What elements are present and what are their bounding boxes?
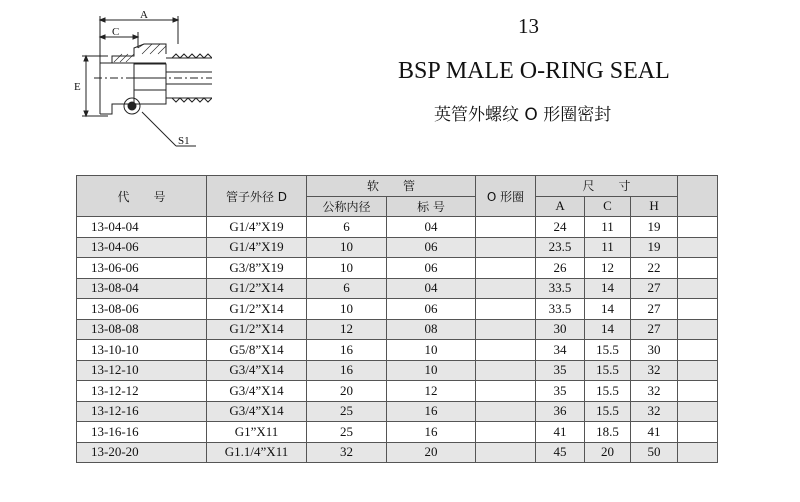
header-h: H bbox=[631, 196, 678, 217]
cell-c: 15.5 bbox=[585, 360, 631, 381]
cell-code: 13-12-12 bbox=[77, 381, 207, 402]
cell-c: 20 bbox=[585, 442, 631, 463]
cell-pipe-od: G1/2”X14 bbox=[207, 319, 307, 340]
header-hose-mark: 标 号 bbox=[387, 196, 476, 217]
cell-c: 18.5 bbox=[585, 422, 631, 443]
cell-extra bbox=[678, 381, 718, 402]
cell-c: 15.5 bbox=[585, 340, 631, 361]
cell-h: 27 bbox=[631, 319, 678, 340]
fitting-drawing bbox=[72, 8, 212, 156]
cell-o-ring bbox=[476, 340, 536, 361]
cell-hose-mark: 06 bbox=[387, 258, 476, 279]
table-row bbox=[77, 401, 718, 422]
cell-nominal-id: 25 bbox=[307, 401, 387, 422]
cell-extra bbox=[678, 217, 718, 238]
cell-h: 19 bbox=[631, 217, 678, 238]
cell-o-ring bbox=[476, 442, 536, 463]
cell-nominal-id: 6 bbox=[307, 217, 387, 238]
cell-hose-mark: 06 bbox=[387, 237, 476, 258]
dim-s1-label: S1 bbox=[178, 135, 190, 147]
cell-o-ring bbox=[476, 258, 536, 279]
cell-o-ring bbox=[476, 422, 536, 443]
cell-nominal-id: 25 bbox=[307, 422, 387, 443]
cell-code: 13-20-20 bbox=[77, 442, 207, 463]
cell-nominal-id: 20 bbox=[307, 381, 387, 402]
cell-a: 24 bbox=[536, 217, 585, 238]
cell-extra bbox=[678, 360, 718, 381]
cell-extra bbox=[678, 299, 718, 320]
cell-nominal-id: 16 bbox=[307, 360, 387, 381]
table-row bbox=[77, 258, 718, 279]
cell-a: 45 bbox=[536, 442, 585, 463]
cell-extra bbox=[678, 237, 718, 258]
cell-code: 13-06-06 bbox=[77, 258, 207, 279]
table-row bbox=[77, 360, 718, 381]
cell-nominal-id: 16 bbox=[307, 340, 387, 361]
cell-nominal-id: 12 bbox=[307, 319, 387, 340]
table-row bbox=[77, 217, 718, 238]
cell-hose-mark: 06 bbox=[387, 299, 476, 320]
cell-extra bbox=[678, 442, 718, 463]
table-row bbox=[77, 278, 718, 299]
cell-h: 22 bbox=[631, 258, 678, 279]
cell-pipe-od: G1/4”X19 bbox=[207, 237, 307, 258]
cell-o-ring bbox=[476, 217, 536, 238]
cell-o-ring bbox=[476, 319, 536, 340]
page-number: 13 bbox=[518, 14, 539, 38]
cell-o-ring bbox=[476, 360, 536, 381]
cell-code: 13-08-04 bbox=[77, 278, 207, 299]
header-a: A bbox=[536, 196, 585, 217]
table-row bbox=[77, 381, 718, 402]
cell-a: 35 bbox=[536, 381, 585, 402]
cell-h: 32 bbox=[631, 401, 678, 422]
cell-nominal-id: 10 bbox=[307, 299, 387, 320]
dim-e-label: E bbox=[74, 81, 81, 93]
cell-h: 19 bbox=[631, 237, 678, 258]
header-c: C bbox=[585, 196, 631, 217]
header-code: 代 号 bbox=[77, 176, 207, 217]
cell-code: 13-16-16 bbox=[77, 422, 207, 443]
cell-nominal-id: 32 bbox=[307, 442, 387, 463]
header-nominal-id: 公称内径 bbox=[307, 196, 387, 217]
cell-c: 14 bbox=[585, 319, 631, 340]
cell-hose-mark: 08 bbox=[387, 319, 476, 340]
cell-pipe-od: G3/4”X14 bbox=[207, 401, 307, 422]
cell-h: 32 bbox=[631, 381, 678, 402]
cell-a: 41 bbox=[536, 422, 585, 443]
cell-extra bbox=[678, 422, 718, 443]
cell-c: 14 bbox=[585, 278, 631, 299]
cell-o-ring bbox=[476, 278, 536, 299]
cell-pipe-od: G3/8”X19 bbox=[207, 258, 307, 279]
cell-c: 15.5 bbox=[585, 401, 631, 422]
cell-c: 11 bbox=[585, 237, 631, 258]
cell-extra bbox=[678, 401, 718, 422]
cell-code: 13-08-06 bbox=[77, 299, 207, 320]
cell-h: 32 bbox=[631, 360, 678, 381]
dim-a-label: A bbox=[140, 9, 148, 21]
cell-extra bbox=[678, 340, 718, 361]
header-o-ring: O 形圈 bbox=[476, 176, 536, 217]
cell-pipe-od: G3/4”X14 bbox=[207, 360, 307, 381]
cell-pipe-od: G1/4”X19 bbox=[207, 217, 307, 238]
cell-hose-mark: 10 bbox=[387, 340, 476, 361]
cell-h: 27 bbox=[631, 278, 678, 299]
cell-pipe-od: G1/2”X14 bbox=[207, 278, 307, 299]
cell-hose-mark: 16 bbox=[387, 401, 476, 422]
cell-a: 26 bbox=[536, 258, 585, 279]
header-dimensions: 尺 寸 bbox=[536, 176, 678, 197]
cell-extra bbox=[678, 319, 718, 340]
cell-c: 11 bbox=[585, 217, 631, 238]
cell-hose-mark: 04 bbox=[387, 278, 476, 299]
table-row bbox=[77, 319, 718, 340]
cell-h: 27 bbox=[631, 299, 678, 320]
table-row bbox=[77, 299, 718, 320]
dim-c-label: C bbox=[112, 26, 120, 38]
cell-o-ring bbox=[476, 237, 536, 258]
cell-nominal-id: 6 bbox=[307, 278, 387, 299]
table-row bbox=[77, 422, 718, 443]
cell-a: 34 bbox=[536, 340, 585, 361]
cell-extra bbox=[678, 258, 718, 279]
cell-hose-mark: 04 bbox=[387, 217, 476, 238]
cell-pipe-od: G5/8”X14 bbox=[207, 340, 307, 361]
table-row bbox=[77, 340, 718, 361]
cell-code: 13-04-06 bbox=[77, 237, 207, 258]
cell-o-ring bbox=[476, 381, 536, 402]
cell-c: 15.5 bbox=[585, 381, 631, 402]
cell-pipe-od: G3/4”X14 bbox=[207, 381, 307, 402]
cell-pipe-od: G1”X11 bbox=[207, 422, 307, 443]
cell-hose-mark: 12 bbox=[387, 381, 476, 402]
cell-c: 12 bbox=[585, 258, 631, 279]
cell-o-ring bbox=[476, 299, 536, 320]
table-row bbox=[77, 237, 718, 258]
cell-code: 13-12-10 bbox=[77, 360, 207, 381]
cell-a: 35 bbox=[536, 360, 585, 381]
cell-code: 13-12-16 bbox=[77, 401, 207, 422]
header-hose: 软 管 bbox=[307, 176, 476, 197]
cell-code: 13-08-08 bbox=[77, 319, 207, 340]
cell-nominal-id: 10 bbox=[307, 237, 387, 258]
header-pipe-od: 管子外径 D bbox=[207, 176, 307, 217]
cell-h: 41 bbox=[631, 422, 678, 443]
cell-code: 13-10-10 bbox=[77, 340, 207, 361]
cell-h: 50 bbox=[631, 442, 678, 463]
cell-nominal-id: 10 bbox=[307, 258, 387, 279]
cell-hose-mark: 20 bbox=[387, 442, 476, 463]
cell-h: 30 bbox=[631, 340, 678, 361]
cell-hose-mark: 10 bbox=[387, 360, 476, 381]
cell-pipe-od: G1.1/4”X11 bbox=[207, 442, 307, 463]
cell-hose-mark: 16 bbox=[387, 422, 476, 443]
page-title: BSP MALE O-RING SEAL bbox=[398, 58, 670, 84]
cell-code: 13-04-04 bbox=[77, 217, 207, 238]
cell-pipe-od: G1/2”X14 bbox=[207, 299, 307, 320]
cell-a: 30 bbox=[536, 319, 585, 340]
header-extra bbox=[678, 176, 718, 217]
cell-a: 36 bbox=[536, 401, 585, 422]
cell-c: 14 bbox=[585, 299, 631, 320]
cell-a: 33.5 bbox=[536, 299, 585, 320]
cell-a: 23.5 bbox=[536, 237, 585, 258]
cell-o-ring bbox=[476, 401, 536, 422]
page-subtitle: 英管外螺纹 O 形圈密封 bbox=[434, 105, 612, 125]
cell-extra bbox=[678, 278, 718, 299]
spec-table bbox=[76, 175, 718, 463]
cell-a: 33.5 bbox=[536, 278, 585, 299]
table-row bbox=[77, 442, 718, 463]
